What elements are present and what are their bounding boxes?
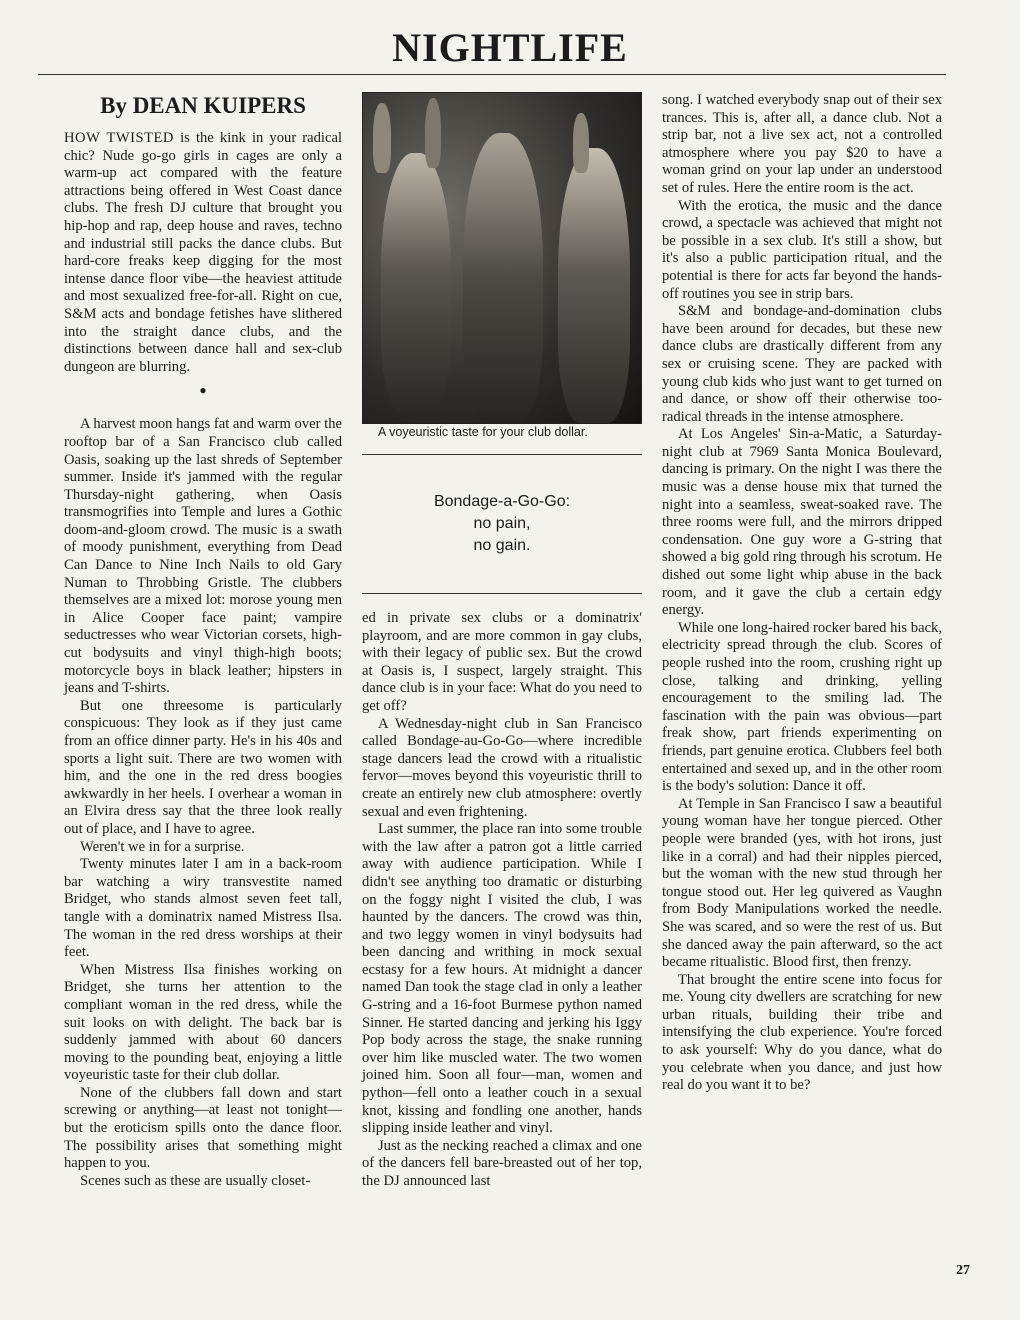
paragraph: With the erotica, the music and the dance crowd, a spectacle was achieved that might not be possible in a sex club. It's still a show, but it's also a public participation ritual, and the potential is there for acts far beyond the hands-off routines you see in strip bars. — [662, 197, 942, 302]
column-2 — [362, 92, 642, 1191]
column-3 — [662, 92, 942, 1095]
photo-caption: A voyeuristic taste for your club dollar. — [378, 425, 588, 439]
pull-quote-line: no gain. — [473, 537, 531, 554]
pull-quote-line: Bondage-a-Go-Go: — [433, 493, 571, 510]
paragraph: A harvest moon hangs fat and warm over the rooftop bar of a San Francisco club called Oasis, soaking up the last shreds of September summer. Inside it's jammed with the regular Thursday-night gathering, when Oasis transmogrifies into Temple and lures a Gothic doom-and-gloom crowd. The music is a swath of moody punishment, everything from Dead Can Dance to Nine Inch Nails to old Gary Numan to Throbbing Gristle. The clubbers themselves are a mixed lot: morose young men in Alice Cooper face paint; vampire seductresses who wear Victorian corsets, high-cut bodysuits and vinyl thigh-high boots; motorcycle boys in black leather; hipsters in jeans and T-shirts. — [64, 416, 342, 697]
section-title: NIGHTLIFE — [392, 25, 628, 70]
paragraph: Twenty minutes later I am in a back-room bar watching a wiry transvestite named Bridget, who stands almost seven feet tall, tangle with a dominatrix named Mistress Ilsa. The woman in the red dress worships at their feet. — [64, 856, 342, 961]
paragraph: song. I watched everybody snap out of their sex trances. This is, after all, a dance club. Not a strip bar, not a live sex act, not a controlled atmosphere where you pay $20 to have a woman grind on your lap under an understood set of rules. Here the entire room is the act. — [662, 92, 942, 196]
paragraph: Just as the necking reached a climax and one of the dancers fell bare-breasted out of her top, the DJ announced last — [362, 1137, 642, 1189]
pull-quote-box — [362, 454, 642, 594]
lead-paragraph — [64, 130, 342, 376]
paragraph: A Wednesday-night club in San Francisco called Bondage-au-Go-Go—where incredible stage dancers lead the crowd with a ritualistic fervor—moves beyond this voyeuristic thrill to create an entirely new club atmosphere: overtly sexual and even frightening. — [362, 715, 642, 820]
section-separator: • — [199, 378, 207, 404]
paragraph: But one threesome is particularly conspicuous: They look as if they just came from an office dinner party. He's in his 40s and sports a light suit. There are two women with him, and the one in the red dress boogies awkwardly in her heels. I overhear a woman in an Elvira dress say that the three look really out of place, and I have to agree. — [64, 697, 342, 837]
paragraph: Weren't we in for a surprise. — [80, 838, 245, 855]
paragraph: Last summer, the place ran into some trouble with the law after a patron got a little carried away with audience participation. While I didn't see anything too dramatic or disturbing on the foggy night I visited the club, I was haunted by the dancers. The crowd was thin, and two leggy women in vinyl bodysuits had been dancing and writhing in mock sexual ecstasy for a few hours. At midnight a dancer named Dan took the stage clad in only a leather G-string and a 16-foot Burmese python named Sinner. He started dancing and jerking his Iggy Pop body across the stage, the snake running over him like muscled water. The two women joined him. Soon all four—man, women and python—fell onto a leather couch in a sexual knot, kissing and fondling one another, hands slipping inside leather and vinyl. — [362, 821, 642, 1137]
pull-quote-line: no pain, — [473, 515, 531, 532]
column-1 — [64, 92, 342, 1190]
page-number: 27 — [956, 1263, 970, 1278]
paragraph: While one long-haired rocker bared his back, electricity spread through the club. Scores of people rushed into the room, crushing right up close, talking and drinking, yelling encouragement to the smiling lad. The fascination with the pain was obvious—part freak show, part friends experimenting on friends, part genuine erotica. Clubbers feel both entertained and sexed up, and in the other room is the body's solution: Dance it off. — [662, 619, 942, 795]
paragraph: At Temple in San Francisco I saw a beautiful young woman have her tongue pierced. Other people were branded (yes, with hot irons, just like in a corral) and had their nipples pierced, but the woman with the new stud through her tongue stood out. Her leg quivered as Vaughn from Body Manipulations worked the needle. She was scared, and so were the rest of us. But she danced away the pain afterward, so the act became ritualistic. Blood first, then frenzy. — [662, 795, 942, 971]
club-dancers-photo — [362, 92, 642, 424]
byline: By DEAN KUIPERS — [100, 93, 306, 118]
lead-text: is the kink in your radical chic? Nude go-go girls in cages are only a warm-up act compared with the feature attractions being offered in West Coast dance clubs. The fresh DJ culture that brought you hip-hop and rap, deep house and raves, techno and industrial still packs the dance clubs. But hard-core freaks keep digging for the most intense dance floor vibe—the heaviest attitude and most sexualized free-for-all. Right on cue, S&M acts and bondage fetishes have slithered into the straight dance clubs, and the distinctions between dance hall and sex-club dungeon are blurring. — [64, 130, 342, 375]
pull-quote — [392, 491, 612, 557]
paragraph: When Mistress Ilsa finishes working on Bridget, she turns her attention to the compliant woman in the red dress, while the suit looks on with delight. The back bar is suddenly jammed with about 60 dancers moving to the pounding beat, enjoying a little voyeuristic taste for their club dollar. — [64, 961, 342, 1084]
paragraph: Scenes such as these are usually closet- — [80, 1172, 311, 1189]
header-rule — [38, 74, 946, 75]
paragraph: S&M and bondage-and-domination clubs have been around for decades, but these new dance clubs are drastically different from any sex or cruising scene. They are packed with young club kids who just want to get turned on and dance, or show off their otherwise too-radical threads in the intense atmosphere. — [662, 303, 942, 425]
lead-smallcaps: HOW TWISTED — [64, 130, 174, 146]
paragraph: That brought the entire scene into focus for me. Young city dwellers are scratching for new urban rituals, building their tribe and intensifying the club experience. You're forced to ask yourself: Why do you dance, what do you celebrate when you dance, and just how real do you want it to be? — [662, 971, 942, 1094]
paragraph: None of the clubbers fall down and start screwing or anything—at least not tonight—but the eroticism spills onto the dance floor. The possibility arises that something might happen to you. — [64, 1084, 342, 1172]
paragraph: ed in private sex clubs or a dominatrix' playroom, and are more common in gay clubs, with their legacy of public sex. But the crowd at Oasis is, I suspect, largely straight. This dance club is in your face: What do you need to get off? — [362, 610, 642, 714]
column-2-text — [362, 610, 642, 1191]
paragraph: At Los Angeles' Sin-a-Matic, a Saturday-night club at 7969 Santa Monica Boulevard, dancing is primary. On the night I was there the music was a dense house mix that turned the night into a seamless, sweat-soaked rave. The three rooms were full, and the mirrors dripped condensation. One guy wore a G-string that showed a big gold ring through his scrotum. He dished out some light whip abuse in the back room, and it gave the club a certain edgy energy. — [662, 426, 942, 619]
